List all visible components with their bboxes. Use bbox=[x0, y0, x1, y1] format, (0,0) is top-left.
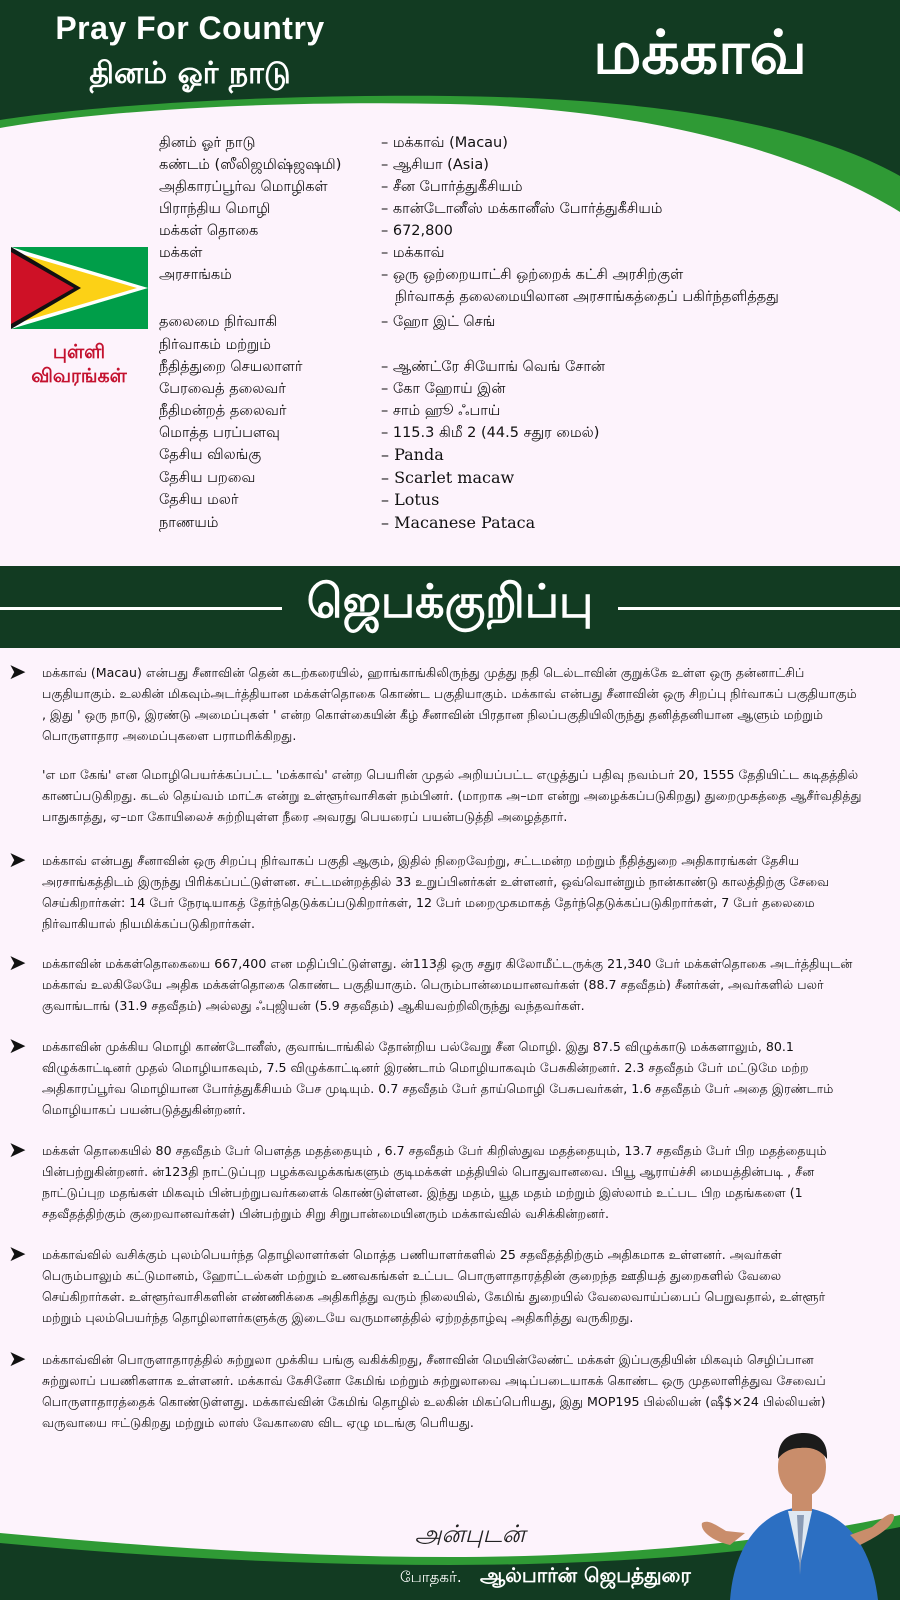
country-name: மக்காவ் bbox=[593, 18, 807, 88]
prayer-paragraph: மக்காவ் என்பது சீனாவின் ஒரு சிறப்பு நிர்வாகப் பகுதி ஆகும், இதில் நிறைவேற்று, சட்டமன்ற மற்றும் நீதித்துறை அதிகாரங்கள் தேசிய அரசாங்கத்திடம் இருந்து பிரிக்கப்பட்டுள்ளன. சட்டமன்றத்தில் 33 உறுப்பினர்கள் உள்ளனர், ஒவ்வொன்றும் நான்காண்டு காலத்திற்கு சேவை செய்கிறார்கள்: 14 பேர் நேரடியாகத் தேர்ந்தெடுக்கப்படுகிறார்கள், 12 பேர் மறைமுகமாகத் தேர்ந்தெடுக்கப்படுகிறார்கள், 7 பேர் தலைமை நிர்வாகியால் நியமிக்கப்படுகிறார்கள். bbox=[42, 853, 830, 931]
fact-key: நாணயம் bbox=[159, 515, 219, 531]
facts-label-line1: புள்ளி bbox=[52, 341, 106, 363]
brand-title: Pray For Country bbox=[55, 10, 325, 46]
arrow-bullet-icon: ➤ bbox=[8, 1034, 27, 1059]
fact-key: தலைமை நிர்வாகி bbox=[159, 314, 278, 330]
fact-value: – கோ ஹோய் இன் bbox=[381, 381, 506, 397]
fact-key: மக்கள் bbox=[159, 245, 203, 261]
fact-key: தேசிய மலர் bbox=[159, 492, 239, 508]
section-title: ஜெபக்குறிப்பு bbox=[306, 574, 594, 628]
fact-value: – Panda bbox=[381, 445, 444, 464]
arrow-bullet-icon: ➤ bbox=[8, 848, 27, 873]
arrow-bullet-icon: ➤ bbox=[8, 951, 27, 976]
prayer-paragraph: மக்காவின் மக்கள்தொகையை 667,400 என மதிப்பிட்டுள்ளது. ன்113தி ஒரு சதுர கிலோமீட்டருக்கு 21,340 பேர் மக்கள்தொகை அடர்த்தியுடன் மக்காவ் உலகிலேயே அதிக மக்கள்தொகை கொண்ட பகுதியாகும். பெரும்பான்மையானவர்கள் (88.7 சதவீதம்) சீனர்கள், அவர்களில் பலர் குவாங்டாங் (31.9 சதவீதம்) அல்லது ஃபுஜியன் (5.9 சதவீதம்) ஆகியவற்றிலிருந்து வந்தவர்கள். bbox=[42, 956, 853, 1013]
fact-value: – ஒரு ஒற்றையாட்சி ஒற்றைக் கட்சி அரசிற்குள் bbox=[381, 267, 684, 283]
fact-key: தினம் ஓர் நாடு bbox=[159, 135, 256, 151]
prayer-paragraph: மக்கள் தொகையில் 80 சதவீதம் பேர் பௌத்த மதத்தையும் , 6.7 சதவீதம் பேர் கிறிஸ்துவ மதத்தையும், 13.7 சதவீதம் பேர் பிற மதத்தையும் பின்பற்றுகின்றனர். ன்123தி நாட்டுப்புற பழக்கவழக்கங்களும் குடிமக்கள் மத்தியில் பொதுவானவை. பியூ ஆராய்ச்சி மையத்தின்படி , சீன நாட்டுப்புற மதங்கள் மிகவும் பின்பற்றுபவர்களைக் கொண்டுள்ளன. இந்து மதம், யூத மதம் மற்றும் இஸ்லாம் உட்பட பிற மதங்களை (1 சதவீதத்திற்கும் குறைவானவர்கள்) பின்பற்றும் சிறு சிறுபான்மையினரும் மக்காவ்வில் வசிக்கின்றனர். bbox=[42, 1143, 827, 1221]
fact-key: மக்கள் தொகை bbox=[159, 223, 259, 239]
fact-key: பிராந்திய மொழி bbox=[159, 201, 271, 217]
prayer-paragraph: மக்காவின் முக்கிய மொழி காண்டோனீஸ், குவாங்டாங்கில் தோன்றிய பல்வேறு சீன மொழி. இது 87.5 விழுக்காடு மக்களாலும், 80.1 விழுக்காட்டினர் முதல் மொழியாகவும், 7.5 விழுக்காட்டினர் இரண்டாம் மொழியாகவும் பேசுகின்றனர். 2.3 சதவீதம் பேர் மட்டுமே மற்ற அதிகாரப்பூர்வ மொழியான போர்த்துகீசியம் பேச முடியும். 0.7 சதவீதம் பேர் தாய்மொழி பேசுபவர்கள், 1.6 சதவீதம் பேர் அதை இரண்டாம் மொழியாகப் பயன்படுத்துகின்றனர். bbox=[42, 1039, 834, 1117]
facts-label-line2: விவரங்கள் bbox=[31, 365, 127, 387]
arrow-bullet-icon: ➤ bbox=[8, 660, 27, 685]
fact-key: கண்டம் (ஸீலிஜமிஷ்ஜஷமி) bbox=[159, 157, 342, 173]
fact-value: – Lotus bbox=[381, 490, 440, 509]
fact-key: நிர்வாகம் மற்றும் bbox=[159, 337, 271, 353]
fact-value: – ஆசியா (Asia) bbox=[381, 157, 489, 173]
fact-value: – Scarlet macaw bbox=[381, 468, 515, 487]
fact-key: தேசிய விலங்கு bbox=[159, 447, 262, 463]
fact-value: – மக்காவ் bbox=[381, 245, 445, 261]
fact-value: – ஹோ இட் செங் bbox=[381, 314, 496, 330]
fact-key: அதிகாரப்பூர்வ மொழிகள் bbox=[159, 179, 328, 195]
fact-value: – சாம் ஹூ ஃபாய் bbox=[381, 403, 501, 419]
prayer-paragraph: மக்காவ் (Macau) என்பது சீனாவின் தென் கடற்கரையில், ஹாங்காங்கிலிருந்து முத்து நதி டெல்டாவின் குறுக்கே உள்ள ஒரு தன்னாட்சிப் பகுதியாகும். உலகின் மிகவும்அடர்த்தியான மக்கள்தொகை கொண்ட பகுதியாகும். மக்காவ் என்பது சீனாவின் ஒரு சிறப்பு நிர்வாகப் பகுதியாகும் , இது ' ஒரு நாடு, இரண்டு அமைப்புகள் ' என்ற கொள்கையின் கீழ் சீனாவின் பிரதான நிலப்பகுதியிலிருந்து தனித்தனியான ஆளும் மற்றும் பொருளாதார அமைப்புகளை பராமரிக்கிறது. bbox=[42, 665, 857, 743]
fact-key: அரசாங்கம் bbox=[159, 267, 232, 283]
fact-key: பேரவைத் தலைவர் bbox=[159, 381, 286, 397]
fact-value: – 115.3 கிமீ 2 (44.5 சதுர மைல்) bbox=[381, 425, 600, 441]
fact-value: நிர்வாகத் தலைமையிலான அரசாங்கத்தைப் பகிர்ந்தளித்தது bbox=[395, 289, 779, 305]
signoff-text: அன்புடன் bbox=[414, 1520, 526, 1548]
fact-key: நீதித்துறை செயலாளர் bbox=[159, 359, 303, 375]
fact-value: – கான்டோனீஸ் மக்கானீஸ் போர்த்துகீசியம் bbox=[381, 201, 663, 217]
arrow-bullet-icon: ➤ bbox=[8, 1138, 27, 1163]
fact-value: – மக்காவ் (Macau) bbox=[381, 135, 508, 151]
arrow-bullet-icon: ➤ bbox=[8, 1242, 27, 1267]
brand-subtitle: தினம் ஓர் நாடு bbox=[89, 56, 291, 91]
prayer-points-banner bbox=[0, 566, 900, 648]
fact-value: – 672,800 bbox=[381, 223, 453, 239]
fact-value: – Macanese Pataca bbox=[381, 513, 536, 532]
preacher-photo bbox=[700, 1415, 900, 1600]
fact-key: நீதிமன்றத் தலைவர் bbox=[159, 403, 287, 419]
prayer-paragraph: 'எ மா கேங்' என மொழிபெயர்க்கப்பட்ட 'மக்காவ்' என்ற பெயரின் முதல் அறியப்பட்ட எழுத்துப் பதிவு நவம்பர் 20, 1555 தேதியிட்ட கடிதத்தில் காணப்படுகிறது. கடல் தெய்வம் மாட்சு என்று உள்ளூர்வாசிகள் நம்பினர். (மாறாக அ–மா என்று அழைக்கப்படுகிறது) துறைமுகத்தை ஆசீர்வதித்து பாதுகாத்து, ஏ–மா கோயிலைச் சுற்றியுள்ள நீரை அவரது பெயரைப் பயன்படுத்தி அழைத்தார். bbox=[42, 767, 862, 824]
prayer-paragraph: மக்காவ்வில் வசிக்கும் புலம்பெயர்ந்த தொழிலாளர்கள் மொத்த பணியாளர்களில் 25 சதவீதத்திற்கும் அதிகமாக உள்ளனர். அவர்கள் பெரும்பாலும் கட்டுமானம், ஹோட்டல்கள் மற்றும் உணவகங்கள் உட்பட பொருளாதாரத்தின் குறைந்த ஊதியத் துறைகளில் வேலை செய்கிறார்கள். உள்ளூர்வாசிகளின் எண்ணிக்கை அதிகரித்து வரும் நிலையில், கேமிங் துறையில் வேலைவாய்ப்பைப் பெறுவதால், உள்ளூர் மற்றும் புலம்பெயர்ந்த தொழிலாளர்களுக்கு இடையே வருமானத்தில் ஏற்றத்தாழ்வு அதிகரித்து வருகிறது. bbox=[42, 1247, 826, 1325]
preacher-title: போதகர். bbox=[400, 1568, 462, 1586]
prayer-paragraph: மக்காவ்வின் பொருளாதாரத்தில் சுற்றுலா முக்கிய பங்கு வகிக்கிறது, சீனாவின் மெயின்லேண்ட் மக்கள் இப்பகுதியின் மிகவும் செழிப்பான சுற்றுலாப் பயணிகளாக உள்ளனர். மக்காவ் கேசினோ கேமிங் மற்றும் சுற்றுலாவை அடிப்படையாகக் கொண்ட ஒரு முதலாளித்துவ சேவைப் பொருளாதாரத்தைக் கொண்டுள்ளது. மக்காவ்வின் கேமிங் தொழில் உலகின் மிகப்பெரியது, இது MOP195 பில்லியன் (ஷீ$×24 பில்லியன்) வருவாயை ஈட்டுகிறது மற்றும் லாஸ் வேகாஸை விட ஏழு மடங்கு பெரியது. bbox=[42, 1352, 826, 1430]
preacher-name: ஆல்பார்ன் ஜெபத்துரை bbox=[480, 1563, 691, 1587]
flag-image bbox=[11, 247, 148, 329]
fact-key: தேசிய பறவை bbox=[159, 470, 256, 486]
fact-value: – ஆண்ட்ரே சியோங் வெங் சோன் bbox=[381, 359, 605, 375]
facts-label bbox=[4, 340, 154, 388]
fact-value: – சீன போர்த்துகீசியம் bbox=[381, 179, 523, 195]
fact-key: மொத்த பரப்பளவு bbox=[159, 425, 280, 441]
arrow-bullet-icon: ➤ bbox=[8, 1347, 27, 1372]
